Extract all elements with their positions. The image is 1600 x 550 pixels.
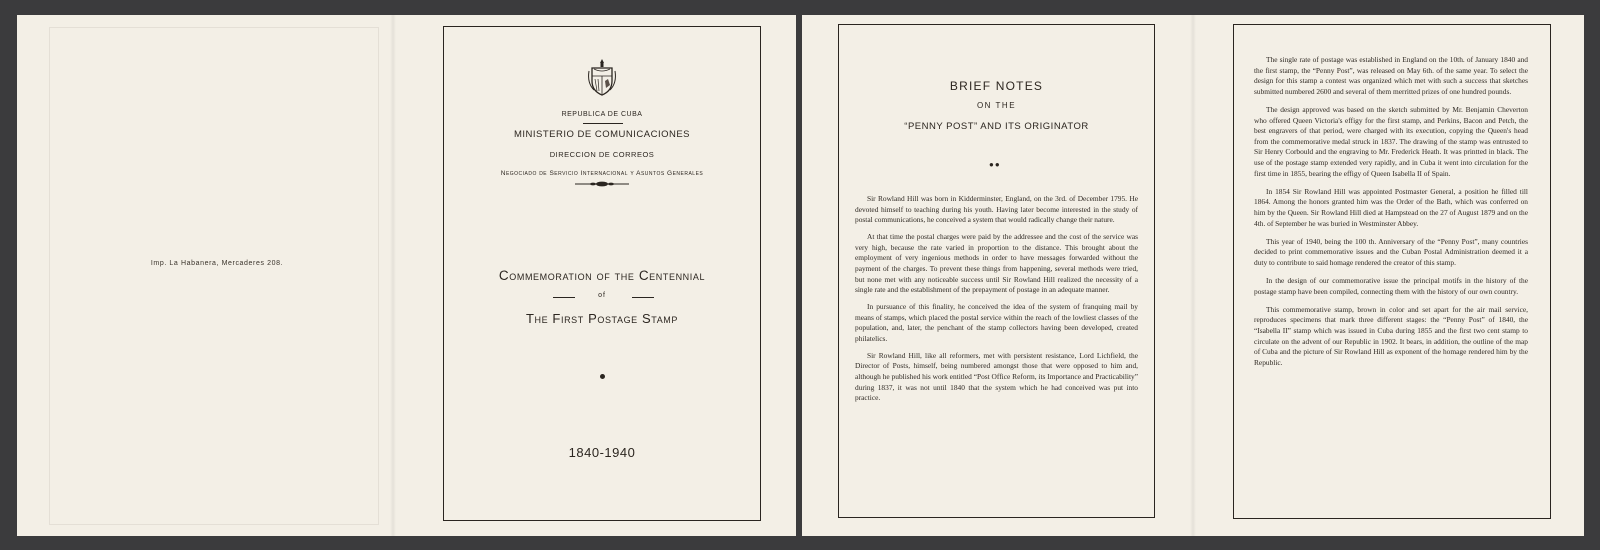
- brief-notes-title: BRIEF NOTES: [949, 79, 1044, 93]
- paragraph: The design approved was based on the sketch submitted by Mr. Benjamin Cheverton who offered Queen Victoria's effigy for the first stamp, and Perkins, Bacon and Petch, the best engravers of that period, were charged with its execution, copying the Queen's head from the commemorative medal struck in 1837. The drawing of the stamp was entrusted to Sir Henry Corbould and the engraving to Mr. Frederick Heath. It was printted in black. The use of the postage stamp extended very rapidly, and in Cuba it went into circulation for the first time in 1855, bearing the effigy of Queen Isabella II of Spain.: [1254, 104, 1528, 178]
- cover-title-of: of: [598, 292, 606, 299]
- paragraph: This year of 1940, being the 100 th. Anniversary of the “Penny Post”, many countries decided to print commemorative issues and the Cuban Postal Administration deemed it a duty to contribute to said homage rendered the creator of this stamp.: [1254, 236, 1528, 267]
- blank-back-page: [49, 27, 379, 525]
- paragraph: Sir Rowland Hill, like all reformers, met with persistent resistance, Lord Lichfield, the Director of Posts, himself, being numbered amongst those that were opposed to him and, although he published his work entitled “Post Office Reform, its Importance and Practicability” during 1837, it was not until 1840 that the system which he had conceived was put into practice.: [855, 350, 1138, 403]
- direction-name: DIRECCION DE CORREOS: [549, 150, 655, 159]
- ornament-dots-icon: ●●: [989, 160, 1001, 169]
- brief-notes-subtitle: “PENNY POST” AND ITS ORIGINATOR: [904, 121, 1089, 132]
- cover-title-line2: The First Postage Stamp: [525, 311, 679, 326]
- center-fold: [1190, 15, 1196, 536]
- paragraph: The single rate of postage was established in England on the 10th. of January 1840 and the first stamp, the “Penny Post”, was released on May 6th. of the same year. To select the design for this stamp a contest was organized which met with such a success that sketches submitted numbered 2600 and several of them merritted prizes of one hundred pounds.: [1254, 55, 1528, 96]
- cuban-coat-of-arms-icon: [586, 57, 618, 97]
- right-sheet: [802, 15, 1584, 536]
- ornament-icon: [575, 181, 629, 187]
- cover-years: 1840-1940: [568, 445, 636, 460]
- left-sheet: [17, 15, 796, 536]
- divider: [583, 123, 623, 124]
- continued-notes-page: [1233, 24, 1551, 519]
- cover-title-line1: Commemoration of the Centennial: [498, 268, 706, 283]
- continued-body: [1254, 55, 1528, 376]
- department-name: Negociado de Servicio Internacional y Asuntos Generales: [500, 170, 704, 177]
- paragraph: In 1854 Sir Rowland Hill was appointed Postmaster General, a position he filled till 1864. Among the honors granted him was the Order of the Bath, which was conferred on him by the Queen. Sir Rowland Hill died at Hampstead on the 27 of August 1879 and on the 4th. of September he was buried in Westminster Abbey.: [1254, 186, 1528, 228]
- brief-notes-on-the: ON THE: [976, 101, 1017, 110]
- paragraph: This commemorative stamp, brown in color and set apart for the air mail service, reproduces specimens that mark three different stages: the “Penny Post” of 1840, the “Isabella II” stamp which was issued in Cuba during 1855 and the first two cent stamp to circulate on the advent of our Republic in 1902. It bears, in addition, the outline of the map of Cuba and the picture of Sir Rowland Hill as exponent of the homage rendered him by the Republic.: [1254, 304, 1528, 367]
- paragraph: At that time the postal charges were paid by the addressee and the cost of the service was very high, because the rate varied in proportion to the distance. This brought about the employment of very ingenious methods in order to have messages forwarded without the payment of the charges. To prevent these things from happening, several methods were tried, but none met with any noticeable success until Sir Rowland Hill realized the necessity of a single rate and the establishment of the prepayment of postage in an adequate manner.: [855, 232, 1138, 295]
- cover-page: [443, 26, 761, 521]
- cover-of-row: [444, 292, 760, 304]
- bullet-dot: [600, 374, 605, 379]
- center-fold: [390, 15, 396, 536]
- republic-name: REPUBLICA DE CUBA: [561, 111, 643, 118]
- brief-notes-page: [838, 24, 1155, 518]
- paragraph: In the design of our commemorative issue the principal motifs in the history of the postage stamp have been compiled, connecting them with the history of our own country.: [1254, 276, 1528, 296]
- dash-right: [632, 297, 654, 298]
- brief-notes-body: [855, 194, 1138, 410]
- paragraph: Sir Rowland Hill was born in Kidderminster, England, on the 3rd. of December 1795. He devoted himself to teaching during his youth. Having later become interested in the study of postal communications, he conceived a system that would radically change their nature.: [855, 194, 1138, 225]
- paragraph: In pursuance of this finality, he conceived the idea of the system of franquing mail by means of stamps, which placed the postal service within the reach of the lowliest classes of the population, and, later, the penchant of the stamp collectors having been developed, created philatelics.: [855, 302, 1138, 343]
- ministry-name: MINISTERIO DE COMUNICACIONES: [513, 129, 691, 140]
- printer-imprint: Imp. La Habanera, Mercaderes 208.: [150, 260, 284, 267]
